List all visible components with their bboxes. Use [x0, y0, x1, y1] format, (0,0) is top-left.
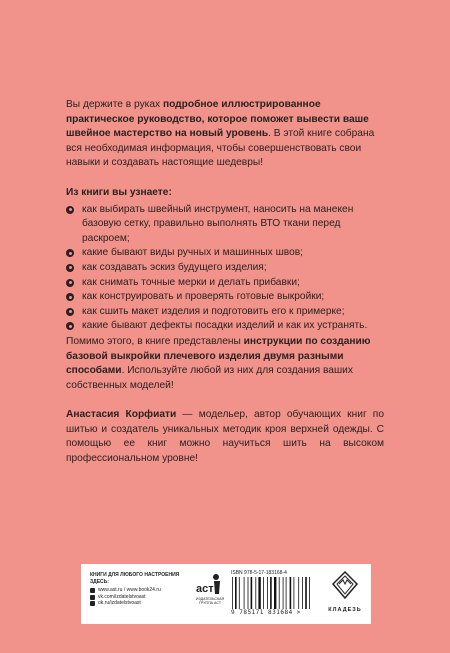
barcode-bar — [286, 577, 287, 609]
more-bold: инструкции по созданию базовой выкройки плечевого изделия двумя разными способами — [66, 336, 371, 377]
bullet-icon — [66, 293, 74, 301]
barcode-bar — [274, 577, 276, 609]
ast-logo-text: аст — [196, 583, 214, 595]
barcode-bar — [290, 577, 292, 609]
footer-links — [90, 572, 190, 607]
bullet-icon — [66, 279, 74, 287]
intro-paragraph — [66, 98, 384, 171]
bullet-icon — [66, 206, 74, 214]
learn-section — [66, 186, 384, 334]
list-item-text: как конструировать и проверять готовые выкройки; — [82, 291, 325, 303]
barcode-bar — [248, 577, 249, 609]
barcode-number: 9 785171 831684 > — [231, 609, 301, 616]
ok-icon — [90, 601, 95, 606]
barcode-bar — [263, 577, 264, 609]
bullet-icon — [66, 249, 74, 257]
list-item-text: как снимать точные мерки и делать прибавки; — [82, 276, 300, 288]
imprint-logo — [325, 570, 365, 613]
vk-icon — [90, 595, 95, 600]
barcode-bar — [255, 577, 256, 609]
publisher-logo — [191, 572, 229, 606]
intro-text-1: Вы держите в руках — [66, 99, 163, 110]
list-item-text: как сшить макет изделия и подготовить его к примерке; — [82, 305, 345, 317]
list-item — [66, 246, 384, 261]
footer-title: КНИГИ ДЛЯ ЛЮБОГО НАСТРОЕНИЯ ЗДЕСЬ: — [90, 572, 180, 585]
barcode-bar — [270, 577, 272, 609]
list-item-text: какие бывают виды ручных и машинных швов; — [82, 247, 303, 259]
list-item — [66, 290, 384, 305]
learn-title: Из книги вы узнаете: — [66, 187, 172, 198]
list-item — [66, 261, 384, 276]
barcode-bar — [239, 577, 240, 609]
intro-text-2: . В этой книге собрана вся необходимая информация, чтобы совершенствовать свои навыки и создавать настоящие шедевры! — [66, 128, 375, 169]
more-paragraph — [66, 335, 384, 393]
barcode — [231, 577, 319, 609]
list-item — [66, 203, 384, 247]
barcode-bar — [298, 577, 299, 609]
bullet-icon — [66, 322, 74, 330]
ast-logo-icon — [195, 572, 225, 596]
barcode-bar — [258, 577, 260, 609]
list-item — [66, 276, 384, 291]
list-item-text: как создавать эскиз будущего изделия; — [82, 261, 267, 273]
barcode-bar — [235, 577, 237, 609]
barcode-bar — [267, 577, 268, 609]
barcode-bar — [302, 577, 303, 609]
barcode-bar — [251, 577, 253, 609]
isbn-area — [231, 570, 323, 616]
barcode-bar — [232, 577, 233, 609]
barcode-bar — [294, 577, 295, 609]
bullet-icon — [66, 308, 74, 316]
intro-bold: подробное иллюстрированное практическое руководство, которое поможет вывести ваше швейное мастерство на новый уровень — [66, 99, 369, 140]
link-row[interactable] — [90, 587, 190, 594]
author-name: Анастасия Корфиати — [66, 409, 177, 420]
barcode-bar — [244, 577, 245, 609]
barcode-bar — [309, 577, 310, 609]
link-text[interactable]: ok.ru/izdatelstvoast — [98, 600, 141, 607]
list-item — [66, 305, 384, 320]
footer-panel — [81, 564, 371, 624]
list-item — [66, 319, 384, 334]
list-item-text: какие бывают дефекты посадки изделий и как их устранять. — [82, 320, 368, 332]
learn-list — [66, 203, 384, 334]
link-row[interactable] — [90, 594, 190, 601]
link-row[interactable] — [90, 600, 190, 607]
web-icon — [90, 588, 95, 593]
more-text-2: . Используйте любой из них для создания ваших собственных моделей! — [66, 365, 353, 391]
isbn-text: ISBN 978-5-17-183168-4 — [231, 570, 287, 576]
author-text: — модельер, автор обучающих книг по шитью и создатель уникальных методик кроя верхней одежды. С помощью ее книг можно научиться шить на высоком профессиональном уровне! — [66, 409, 384, 464]
imprint-name: КЛАДЕЗЬ — [328, 607, 362, 613]
barcode-bar — [279, 577, 280, 609]
bullet-icon — [66, 264, 74, 272]
author-paragraph — [66, 408, 384, 466]
publisher-caption: ИЗДАТЕЛЬСКАЯ ГРУППА АСТ — [195, 597, 225, 606]
link-text[interactable]: vk.com/izdatelstvoast — [98, 593, 146, 600]
kladez-diamond-icon — [331, 570, 359, 600]
link-text[interactable]: www.ast.ru / www.book24.ru — [98, 587, 161, 594]
more-text-1: Помимо этого, в книге представлены — [66, 336, 244, 347]
list-item-text: как выбирать швейный инструмент, наносить на манекен базовую сетку, правильно выполнять ВТО ткани перед раскроем; — [82, 203, 354, 244]
barcode-bar — [283, 577, 284, 609]
barcode-bar — [305, 577, 307, 609]
